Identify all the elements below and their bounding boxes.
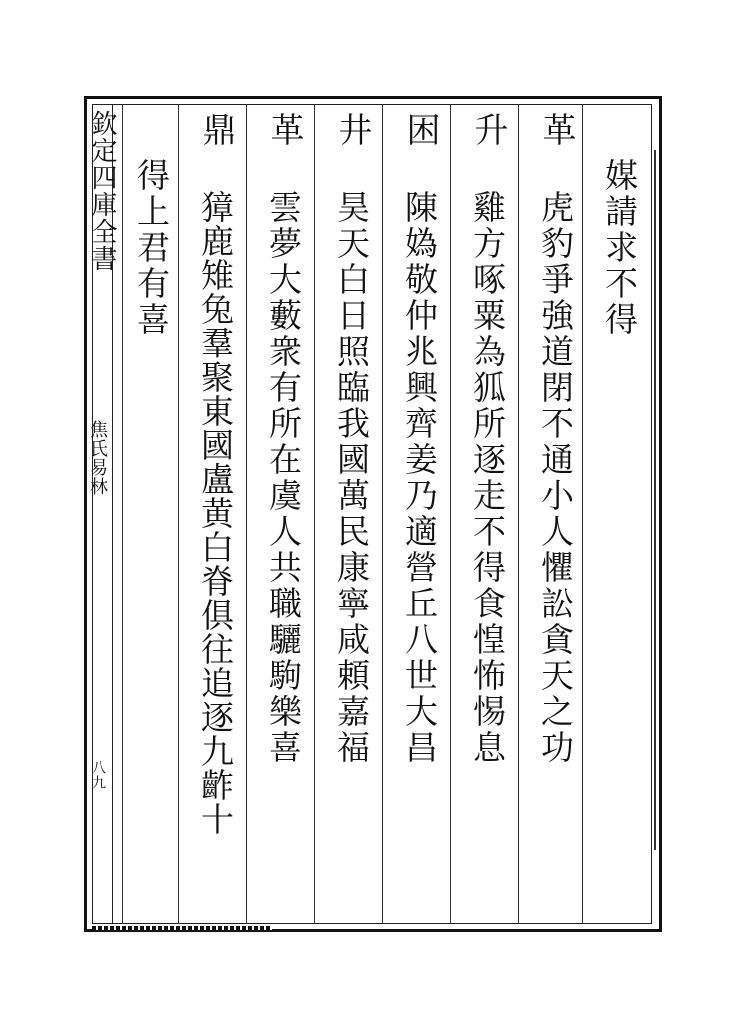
page-number: 八九 [90,760,106,790]
bottom-edge-rule [92,926,272,930]
column-divider [382,104,383,924]
hexagram-name: 革 [264,112,304,149]
verse-text: 虎豹爭強道閉不通小人懼訟貪天之功 [536,190,575,766]
column-divider [246,104,247,924]
book-title: 焦氏易林 [87,420,108,496]
hexagram-name: 革 [536,112,576,149]
hexagram-name: 升 [468,112,508,149]
header-title: 欽定四庫全書 [87,110,117,272]
hexagram-name: 井 [332,112,372,149]
verse-text: 雞方啄粟為狐所逐走不得食惶怖惕息 [468,190,507,766]
column-divider [582,104,583,924]
verse-text: 雲夢大藪衆有所在虞人共職驪駒樂喜 [264,190,303,766]
column-divider [518,104,519,924]
verse-text: 陳媯敬仲兆興齊姜乃適營丘八世大昌 [400,190,439,766]
column-divider [450,104,451,924]
column-divider [178,104,179,924]
hexagram-name: 鼎 [196,112,236,149]
verse-text: 昊天白日照臨我國萬民康寧咸頼嘉福 [332,190,371,766]
hexagram-name: 困 [400,112,440,149]
continuation-line: 媒請求不得 [600,158,639,338]
continuation-line: 得上君有喜 [132,158,171,338]
verse-text: 獐鹿雉兔羣聚東國盧黄白脊俱往追逐九齚十 [196,190,235,836]
column-divider [314,104,315,924]
right-edge-rule [654,150,666,850]
